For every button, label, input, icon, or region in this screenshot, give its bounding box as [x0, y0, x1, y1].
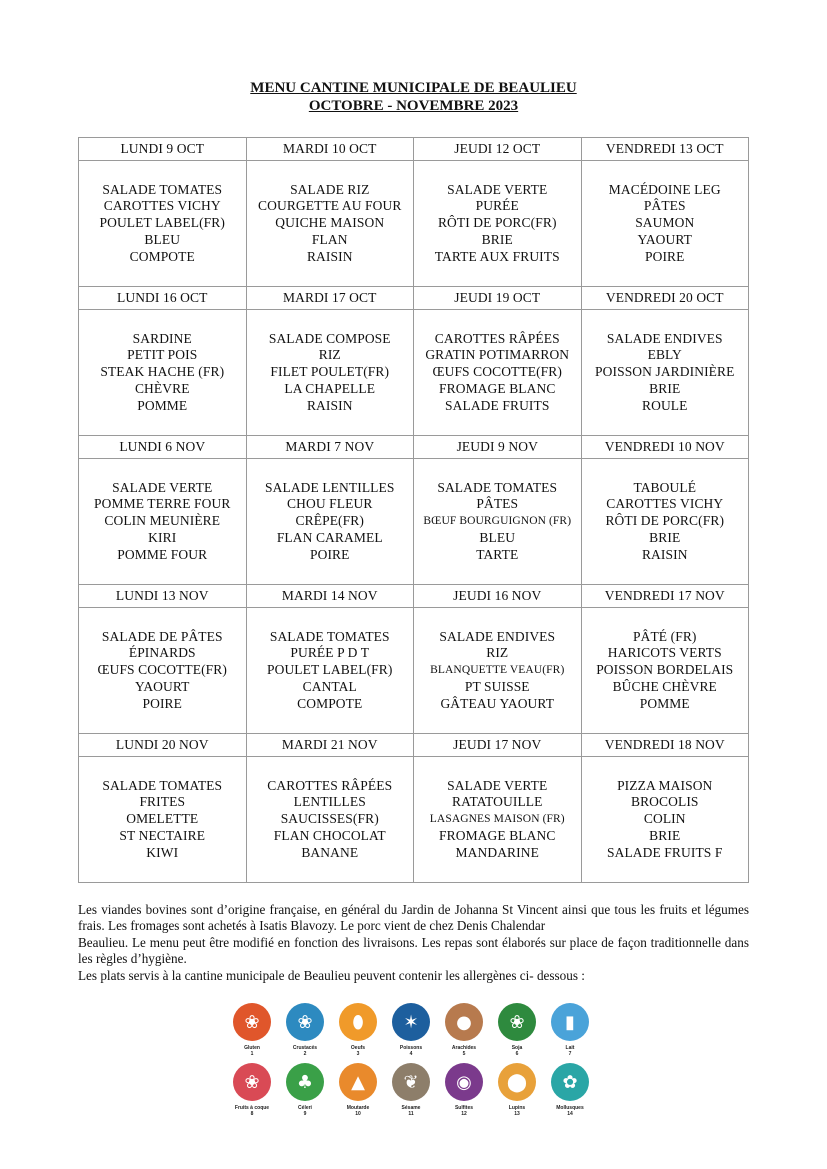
dish-item: PURÉE	[475, 198, 519, 214]
dish-item: BLEU	[144, 231, 181, 247]
dish-item: RIZ	[318, 347, 341, 363]
allergen-item	[544, 1003, 596, 1057]
day-menu-cell	[581, 161, 749, 287]
dish-item: FLAN CHOCOLAT	[273, 827, 386, 843]
day-menu-cell	[581, 757, 749, 883]
allergen-item	[544, 1063, 596, 1117]
dish-item: RIZ	[486, 645, 509, 661]
day-menu-cell	[79, 310, 247, 436]
dish-item: TARTE	[476, 546, 519, 562]
allergen-item	[226, 1003, 278, 1057]
day-menu-cell	[414, 757, 582, 883]
dish-item: POISSON JARDINIÈRE	[595, 364, 735, 380]
day-header: JEUDI 17 NOV	[414, 734, 582, 757]
allergen-item	[491, 1003, 543, 1057]
day-header: VENDREDI 18 NOV	[581, 734, 749, 757]
allergen-item	[385, 1063, 437, 1117]
allergen-name: Soja	[511, 1045, 523, 1051]
day-header: LUNDI 13 NOV	[79, 585, 247, 608]
day-menu-cell	[79, 161, 247, 287]
dish-item: COMPOTE	[297, 695, 363, 711]
dish-item: CANTAL	[302, 678, 357, 694]
dish-item: SALADE LENTILLES	[265, 479, 395, 495]
day-header: JEUDI 9 NOV	[414, 436, 582, 459]
dish-item: BŒUF BOURGUIGNON (FR)	[423, 515, 572, 528]
dish-item: POMME	[137, 397, 188, 413]
dish-item: LENTILLES	[293, 794, 366, 810]
day-menu-cell	[246, 608, 414, 734]
week-header-row	[79, 436, 749, 459]
dish-item: YAOURT	[637, 231, 693, 247]
footer-origin-text: Les viandes bovines sont d’origine française, en général du Jardin de Johanna St Vincent ainsi que tous les fruits et légumes frais. Les fromages sont achetés à Isatis Blavozy. Le porc vient de chez Denis Chalendar	[78, 902, 749, 934]
crab-icon: ❀	[286, 1003, 324, 1041]
day-menu-cell	[79, 608, 247, 734]
dish-item: PETIT POIS	[127, 347, 198, 363]
allergen-legend	[226, 1003, 596, 1123]
week-menu-row	[79, 608, 749, 734]
dish-item: KIWI	[146, 844, 179, 860]
day-menu-cell	[414, 161, 582, 287]
allergen-name: Céleri	[298, 1105, 312, 1111]
dish-item: POIRE	[142, 695, 182, 711]
allergen-item	[438, 1063, 490, 1117]
footer-allergen-text: Les plats servis à la cantine municipale de Beaulieu peuvent contenir les allergènes ci- dessous :	[78, 967, 585, 983]
dish-item: MANDARINE	[455, 844, 539, 860]
day-header: VENDREDI 13 OCT	[581, 138, 749, 161]
allergen-number: 2	[303, 1051, 307, 1057]
dish-item: CAROTTES VICHY	[103, 198, 221, 214]
dish-item: TABOULÉ	[633, 479, 697, 495]
day-menu-cell	[246, 757, 414, 883]
week-header-row	[79, 734, 749, 757]
day-menu-cell	[79, 757, 247, 883]
dish-item: BRIE	[649, 529, 681, 545]
dish-item: YAOURT	[134, 678, 190, 694]
week-header-row	[79, 138, 749, 161]
mustard-icon: ▲	[339, 1063, 377, 1101]
allergen-number: 6	[515, 1051, 519, 1057]
day-menu-cell	[246, 459, 414, 585]
allergen-name: Gluten	[244, 1045, 260, 1051]
dish-item: ŒUFS COCOTTE(FR)	[432, 364, 562, 380]
menu-table	[78, 137, 749, 883]
allergen-number: 7	[568, 1051, 572, 1057]
dish-item: SALADE DE PÂTES	[101, 628, 223, 644]
dish-item: BÛCHE CHÈVRE	[612, 678, 717, 694]
day-menu-cell	[581, 459, 749, 585]
lupin-icon: ⬤	[498, 1063, 536, 1101]
day-header: LUNDI 16 OCT	[79, 287, 247, 310]
dish-item: POULET LABEL(FR)	[267, 662, 393, 678]
allergen-name: Crustacés	[292, 1045, 318, 1051]
day-header: MARDI 17 OCT	[246, 287, 414, 310]
dish-item: SALADE TOMATES	[437, 479, 558, 495]
day-menu-cell	[246, 310, 414, 436]
dish-item: PÂTES	[476, 496, 519, 512]
day-menu-cell	[414, 310, 582, 436]
day-menu-cell	[79, 459, 247, 585]
allergen-item	[332, 1003, 384, 1057]
dish-item: BANANE	[301, 844, 359, 860]
dish-item: SALADE VERTE	[447, 181, 548, 197]
dish-item: POMME	[639, 695, 690, 711]
footer-menu-text: Beaulieu. Le menu peut être modifié en fonction des livraisons. Les repas sont élaborés sur place de façon traditionnelle dans les règles d’hygiène.	[78, 934, 749, 967]
dish-item: QUICHE MAISON	[275, 215, 385, 231]
day-header: JEUDI 19 OCT	[414, 287, 582, 310]
allergen-number: 4	[409, 1051, 413, 1057]
dish-item: PÂTES	[643, 198, 686, 214]
dish-item: KIRI	[148, 529, 177, 545]
dish-item: FROMAGE BLANC	[439, 827, 556, 843]
dish-item: EBLY	[647, 347, 682, 363]
dish-item: COLIN	[643, 811, 686, 827]
dish-item: MACÉDOINE LEG	[608, 181, 721, 197]
dish-item: POISSON BORDELAIS	[596, 662, 734, 678]
dish-item: CHÈVRE	[134, 380, 190, 396]
dish-item: POIRE	[644, 248, 685, 264]
dish-item: ŒUFS COCOTTE(FR)	[97, 662, 227, 678]
dish-item: HARICOTS VERTS	[607, 645, 722, 661]
dish-item: SALADE TOMATES	[102, 777, 223, 793]
day-menu-cell	[414, 459, 582, 585]
allergen-number: 9	[303, 1111, 307, 1117]
dish-item: POMME FOUR	[117, 546, 208, 562]
dish-item: SALADE TOMATES	[269, 628, 390, 644]
dish-item: COURGETTE AU FOUR	[258, 198, 402, 214]
week-menu-row	[79, 459, 749, 585]
dish-item: SALADE RIZ	[290, 181, 370, 197]
week-menu-row	[79, 161, 749, 287]
dish-item: BRIE	[649, 827, 681, 843]
dish-item: CAROTTES RÂPÉES	[434, 330, 560, 346]
allergen-item	[226, 1063, 278, 1117]
dish-item: BRIE	[481, 231, 513, 247]
dish-item: ÉPINARDS	[128, 645, 196, 661]
week-menu-row	[79, 757, 749, 883]
dish-item: BRIE	[649, 380, 681, 396]
allergen-name: Lait	[565, 1045, 575, 1051]
day-header: VENDREDI 17 NOV	[581, 585, 749, 608]
day-menu-cell	[414, 608, 582, 734]
day-header: MARDI 7 NOV	[246, 436, 414, 459]
allergen-item	[332, 1063, 384, 1117]
dish-item: PIZZA MAISON	[617, 777, 713, 793]
dish-item: RÔTI DE PORC(FR)	[437, 215, 557, 231]
dish-item: SALADE VERTE	[112, 479, 213, 495]
peanut-icon: ●	[445, 1003, 483, 1041]
fish-icon: ✶	[392, 1003, 430, 1041]
allergen-number: 3	[356, 1051, 360, 1057]
day-header: MARDI 14 NOV	[246, 585, 414, 608]
dish-item: FILET POULET(FR)	[270, 364, 390, 380]
dish-item: SAUCISSES(FR)	[280, 811, 379, 827]
day-header: LUNDI 20 NOV	[79, 734, 247, 757]
allergen-name: Moutarde	[346, 1105, 370, 1111]
allergen-number: 11	[408, 1111, 414, 1117]
allergen-item	[279, 1063, 331, 1117]
dish-item: RAISIN	[641, 546, 688, 562]
dish-item: POMME TERRE FOUR	[94, 496, 231, 512]
dish-item: SARDINE	[132, 330, 192, 346]
sulfite-icon: ◉	[445, 1063, 483, 1101]
dish-item: ST NECTAIRE	[119, 827, 206, 843]
dish-item: SALADE FRUITS F	[606, 844, 723, 860]
dish-item: SALADE ENDIVES	[606, 330, 723, 346]
allergen-number: 12	[461, 1111, 467, 1117]
allergen-name: Poissons	[399, 1045, 423, 1051]
dish-item: ROULE	[642, 397, 688, 413]
week-header-row	[79, 287, 749, 310]
dish-item: GÂTEAU YAOURT	[440, 695, 555, 711]
dish-item: RATATOUILLE	[451, 794, 543, 810]
dish-item: GRATIN POTIMARRON	[425, 347, 570, 363]
day-menu-cell	[581, 608, 749, 734]
day-menu-cell	[581, 310, 749, 436]
allergen-name: Sulfites	[454, 1105, 474, 1111]
nut-icon: ❀	[233, 1063, 271, 1101]
milk-icon: ▮	[551, 1003, 589, 1041]
day-header: JEUDI 12 OCT	[414, 138, 582, 161]
allergen-item	[491, 1063, 543, 1117]
dish-item: CAROTTES VICHY	[606, 496, 724, 512]
dish-item: SALADE ENDIVES	[439, 628, 556, 644]
allergen-number: 5	[462, 1051, 466, 1057]
wheat-icon: ❀	[233, 1003, 271, 1041]
allergen-number: 8	[250, 1111, 254, 1117]
menu-title: MENU CANTINE MUNICIPALE DE BEAULIEU	[250, 80, 577, 96]
dish-item: OMELETTE	[126, 811, 199, 827]
dish-item: BLEU	[479, 529, 516, 545]
dish-item: CHOU FLEUR	[287, 496, 373, 512]
soy-icon: ❀	[498, 1003, 536, 1041]
day-header: LUNDI 6 NOV	[79, 436, 247, 459]
dish-item: COMPOTE	[129, 248, 195, 264]
dish-item: TARTE AUX FRUITS	[434, 248, 560, 264]
dish-item: POIRE	[309, 546, 350, 562]
dish-item: RAISIN	[306, 397, 353, 413]
footer-notes	[78, 902, 749, 984]
day-header: VENDREDI 20 OCT	[581, 287, 749, 310]
dish-item: CRÊPE(FR)	[295, 513, 364, 529]
egg-icon: ⬮	[339, 1003, 377, 1041]
dish-item: PURÉE P D T	[290, 645, 370, 661]
allergen-name: Arachides	[451, 1045, 477, 1051]
dish-item: FRITES	[139, 794, 186, 810]
dish-item: POULET LABEL(FR)	[99, 215, 225, 231]
day-header: MARDI 10 OCT	[246, 138, 414, 161]
day-header: JEUDI 16 NOV	[414, 585, 582, 608]
allergen-name: Fruits à coque	[234, 1105, 270, 1111]
allergen-name: Oeufs	[350, 1045, 366, 1051]
dish-item: FLAN CARAMEL	[276, 529, 383, 545]
dish-item: SALADE FRUITS	[445, 397, 550, 413]
dish-item: LA CHAPELLE	[284, 380, 376, 396]
day-header: MARDI 21 NOV	[246, 734, 414, 757]
dish-item: CAROTTES RÂPÉES	[267, 777, 393, 793]
allergen-item	[385, 1003, 437, 1057]
dish-item: SAUMON	[635, 215, 695, 231]
dish-item: RÔTI DE PORC(FR)	[605, 513, 725, 529]
allergen-name: Mollusques	[556, 1105, 584, 1111]
dish-item: PT SUISSE	[464, 678, 530, 694]
dish-item: RAISIN	[306, 248, 353, 264]
dish-item: STEAK HACHE (FR)	[100, 364, 225, 380]
allergen-item	[438, 1003, 490, 1057]
allergen-name: Lupins	[508, 1105, 526, 1111]
allergen-number: 10	[355, 1111, 361, 1117]
dish-item: FROMAGE BLANC	[439, 380, 556, 396]
shell-icon: ✿	[551, 1063, 589, 1101]
dish-item: BLANQUETTE VEAU(FR)	[430, 664, 565, 677]
dish-item: BROCOLIS	[630, 794, 699, 810]
dish-item: FLAN	[311, 231, 348, 247]
allergen-number: 1	[250, 1051, 254, 1057]
week-menu-row	[79, 310, 749, 436]
allergen-item	[279, 1003, 331, 1057]
dish-item: SALADE VERTE	[447, 777, 548, 793]
day-menu-cell	[246, 161, 414, 287]
day-header: VENDREDI 10 NOV	[581, 436, 749, 459]
allergen-number: 13	[514, 1111, 520, 1117]
allergen-name: Sésame	[401, 1105, 421, 1111]
dish-item: LASAGNES MAISON (FR)	[429, 813, 565, 826]
dish-item: COLIN MEUNIÈRE	[104, 513, 221, 529]
dish-item: SALADE COMPOSE	[268, 330, 391, 346]
dish-item: PÂTÉ (FR)	[632, 628, 697, 644]
allergen-number: 14	[567, 1111, 573, 1117]
week-header-row	[79, 585, 749, 608]
day-header: LUNDI 9 OCT	[79, 138, 247, 161]
dish-item: SALADE TOMATES	[102, 181, 223, 197]
sesame-icon: ❦	[392, 1063, 430, 1101]
menu-period: OCTOBRE - NOVEMBRE 2023	[308, 98, 519, 114]
celery-icon: ♣	[286, 1063, 324, 1101]
